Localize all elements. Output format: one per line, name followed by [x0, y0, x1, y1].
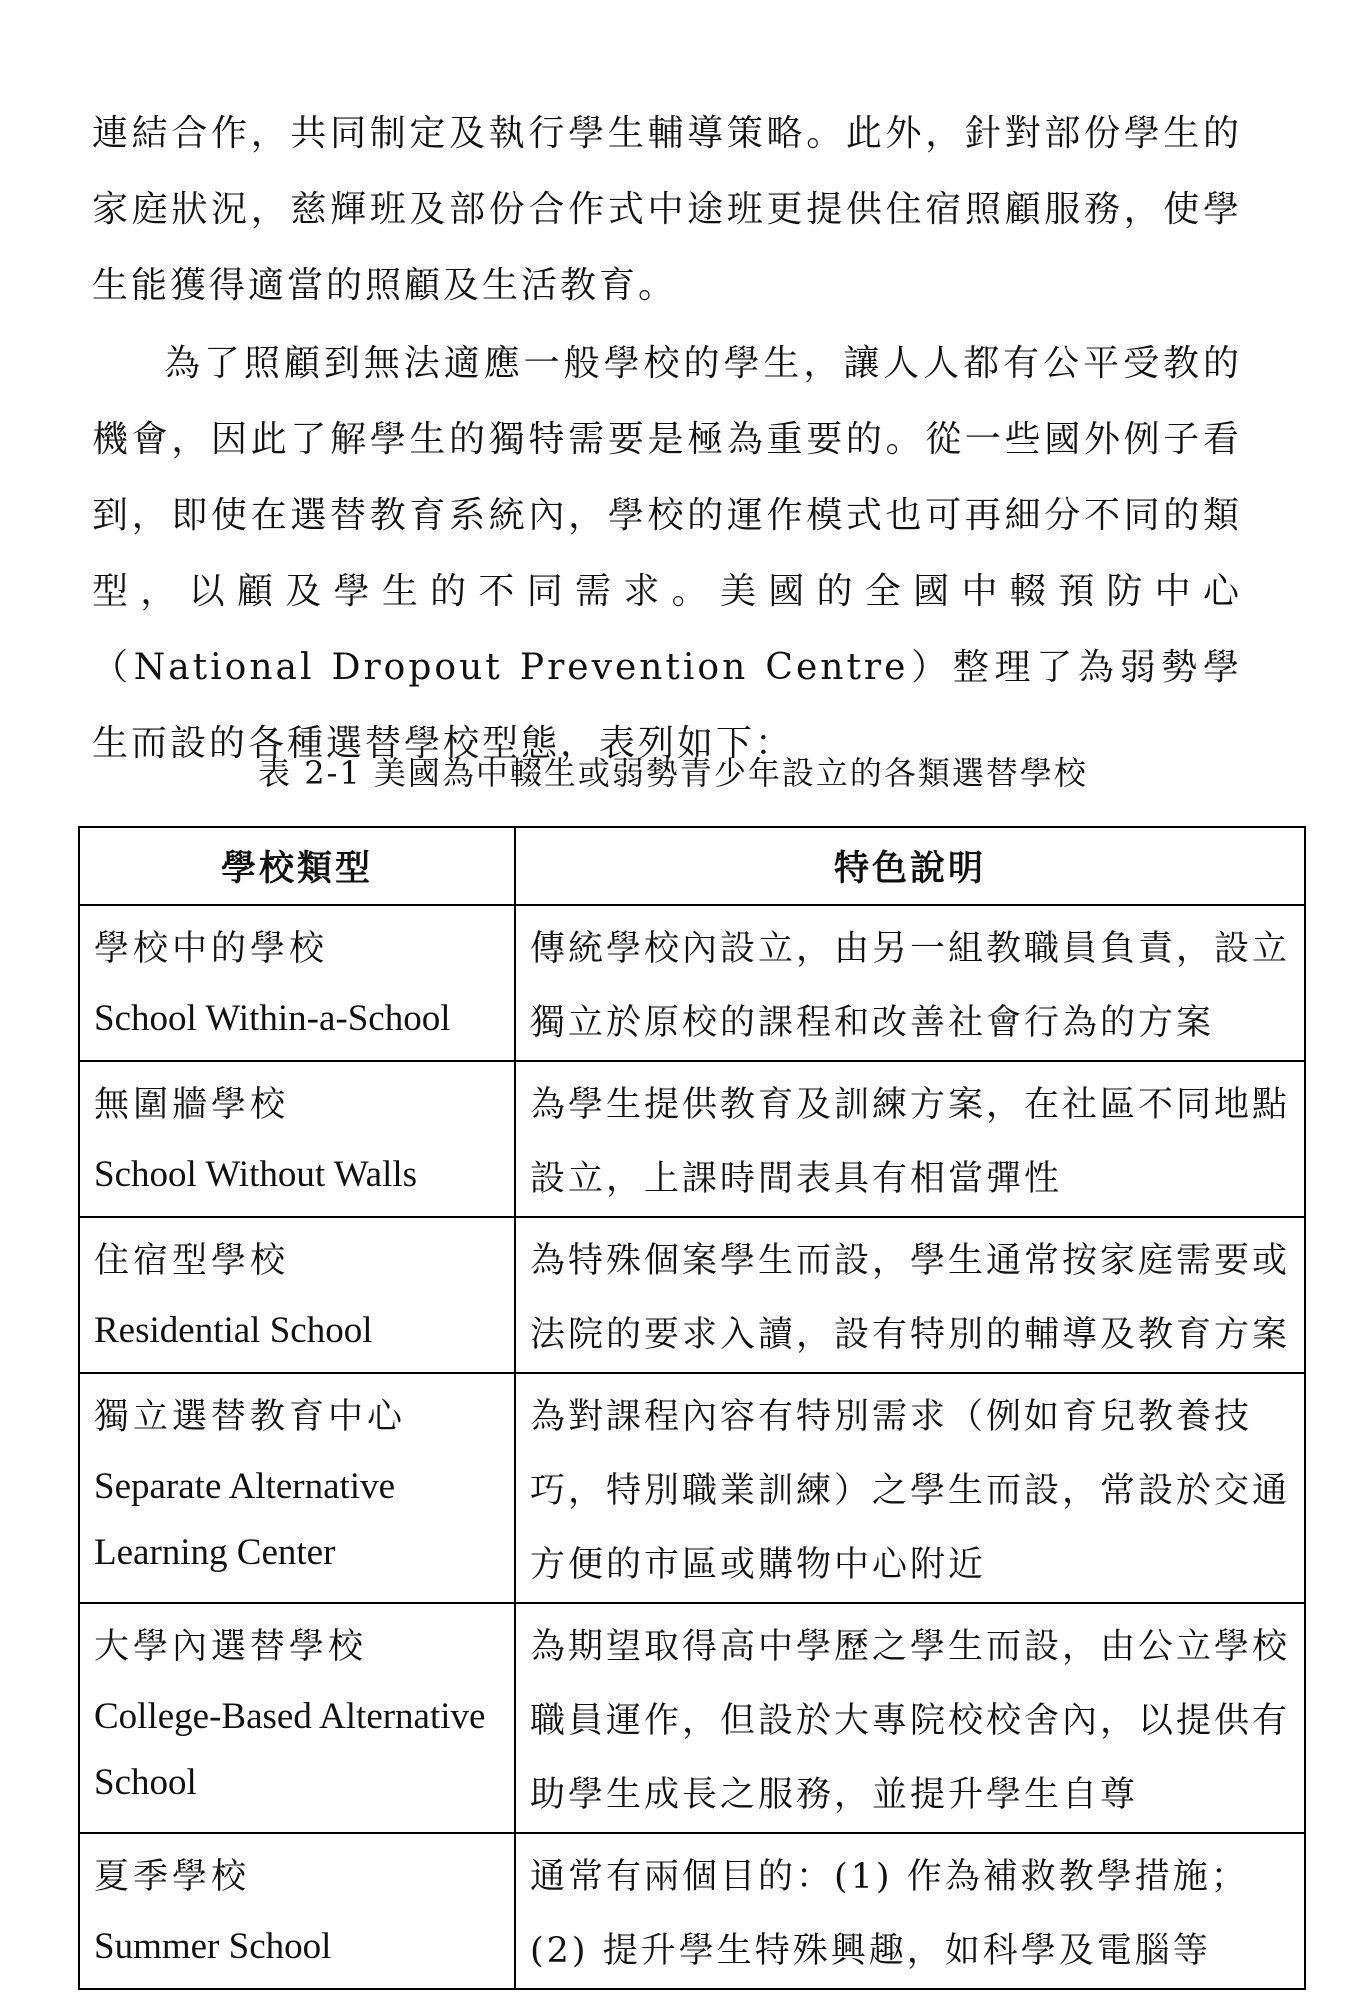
school-type-cell	[79, 1833, 515, 1989]
school-name-zh: 無圍牆學校	[94, 1085, 290, 1125]
school-name-en: Residential School	[94, 1310, 373, 1351]
school-type-cell	[79, 1061, 515, 1217]
school-name-en: School Within-a-School	[94, 998, 451, 1039]
school-type-cell	[79, 1373, 515, 1603]
school-type-cell	[79, 1217, 515, 1373]
column-header-type: 學校類型	[79, 827, 515, 905]
school-name-zh: 學校中的學校	[94, 929, 329, 969]
school-description: 為期望取得高中學歷之學生而設，由公立學校職員運作，但設於大專院校校舍內，以提供有助學生成長之服務，並提升學生自尊	[515, 1603, 1305, 1833]
school-description: 為對課程內容有特別需求（例如育兒教養技巧，特別職業訓練）之學生而設，常設於交通方便的市區或購物中心附近	[515, 1373, 1305, 1603]
table-row	[79, 1217, 1305, 1373]
school-description: 為特殊個案學生而設，學生通常按家庭需要或法院的要求入讀，設有特別的輔導及教育方案	[515, 1217, 1305, 1373]
table-caption: 表 2-1 美國為中輟生或弱勢青少年設立的各類選替學校	[258, 754, 1088, 792]
school-description: 傳統學校內設立，由另一組教職員負責，設立獨立於原校的課程和改善社會行為的方案	[515, 905, 1305, 1061]
table-row	[79, 905, 1305, 1061]
table-header-row	[79, 827, 1305, 905]
table-row	[79, 1373, 1305, 1603]
school-types-table	[78, 826, 1306, 1990]
school-description: 為學生提供教育及訓練方案，在社區不同地點設立，上課時間表具有相當彈性	[515, 1061, 1305, 1217]
table-row	[79, 1061, 1305, 1217]
school-name-zh: 住宿型學校	[94, 1241, 290, 1281]
body-paragraph: 連結合作，共同制定及執行學生輔導策略。此外，針對部份學生的家庭狀況，慈輝班及部份合作式中途班更提供住宿照顧服務，使學生能獲得適當的照顧及生活教育。	[92, 113, 1242, 306]
school-name-zh: 大學內選替學校	[94, 1627, 368, 1667]
school-description: 通常有兩個目的：(1) 作為補救教學措施；(2) 提升學生特殊興趣，如科學及電腦等	[515, 1833, 1305, 1989]
table-row	[79, 1833, 1305, 1989]
table-row	[79, 1603, 1305, 1833]
school-name-zh: 獨立選替教育中心	[94, 1397, 407, 1437]
school-type-cell	[79, 905, 515, 1061]
body-paragraph: 為了照顧到無法適應一般學校的學生，讓人人都有公平受教的機會，因此了解學生的獨特需要是極為重要的。從一些國外例子看到，即使在選替教育系統內，學校的運作模式也可再細分不同的類型，以顧及學生的不同需求。美國的全國中輟預防中心（National Dropout Prevention Centre）整理了為弱勢學生而設的各種選替學校型態，表列如下：	[92, 343, 1242, 764]
school-name-en: School Without Walls	[94, 1154, 418, 1195]
school-name-en: Summer School	[94, 1926, 332, 1967]
school-name-en: Separate Alternative Learning Center	[94, 1466, 396, 1573]
column-header-description: 特色說明	[515, 827, 1305, 905]
school-type-cell	[79, 1603, 515, 1833]
school-name-en: College-Based Alternative School	[94, 1696, 486, 1803]
school-name-zh: 夏季學校	[94, 1857, 251, 1897]
